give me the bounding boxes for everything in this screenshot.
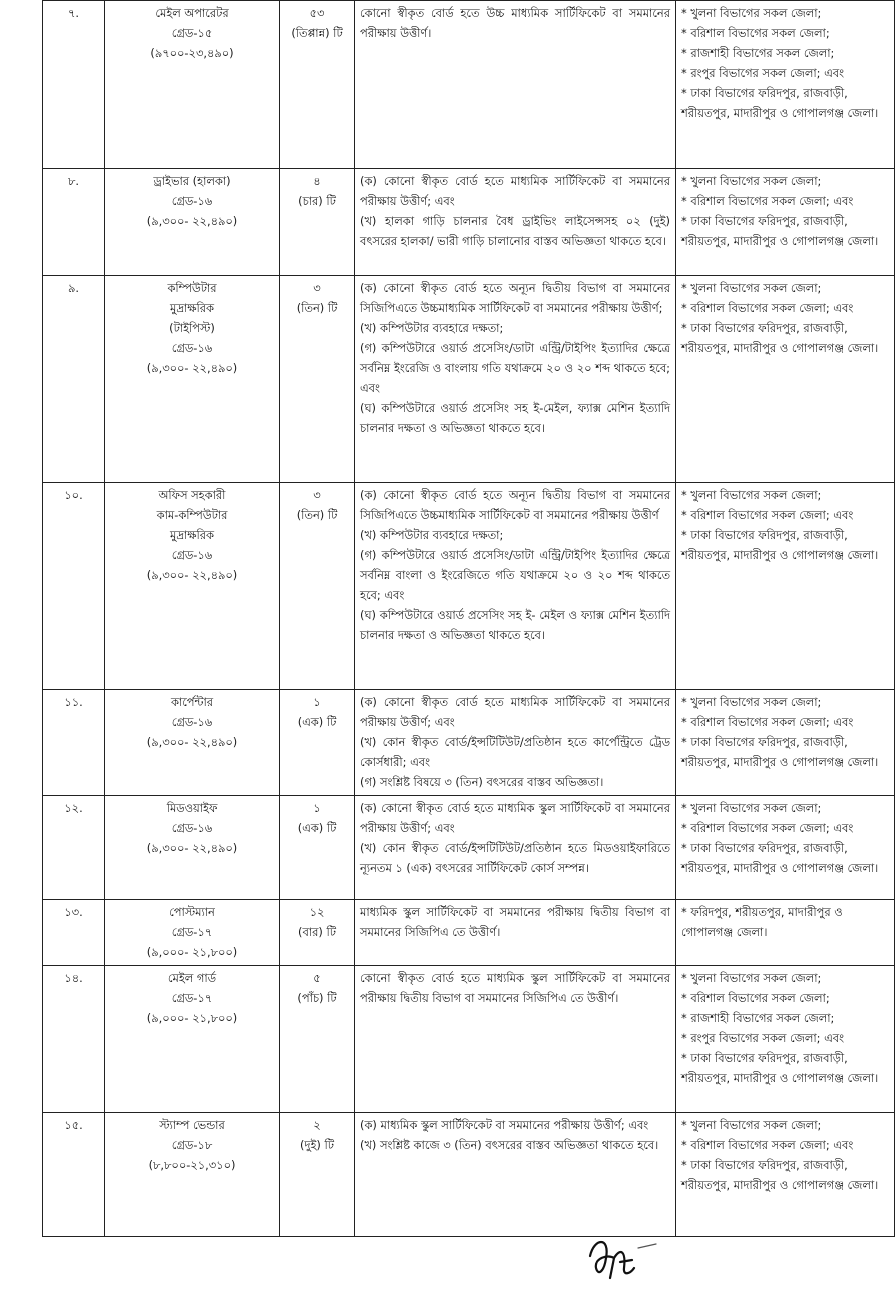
qualification-line: মাধ্যমিক স্কুল সার্টিফিকেট বা সমমানের পরীক্ষায় দ্বিতীয় বিভাগ বা সমমানের সিজিপিএ তে উত্তীর্ণ। — [360, 905, 670, 939]
applicable-area-line: * খুলনা বিভাগের সকল জেলা; — [681, 281, 822, 295]
post-count-line: ১২ — [309, 905, 325, 919]
table-row — [43, 900, 895, 966]
serial-number: ১৫. — [64, 1118, 83, 1132]
qualification-cell — [355, 1113, 676, 1237]
serial-number: ১৪. — [64, 971, 83, 985]
post-name-line: মিডওয়াইফ — [166, 801, 218, 815]
serial-cell — [43, 169, 105, 276]
table-row — [43, 1113, 895, 1237]
applicable-area-line: * ঢাকা বিভাগের ফরিদপুর, রাজবাড়ী, শরীয়তপুর, মাদারীপুর ও গোপালগঞ্জ জেলা। — [681, 1158, 879, 1192]
post-name-line: (৯,০০০- ২১,৮০০) — [146, 945, 238, 959]
post-name-line: পোস্টম্যান — [169, 905, 215, 919]
post-name-line: মেইল গার্ড — [167, 971, 217, 985]
post-count-cell — [280, 900, 355, 966]
qualification-line: (গ) সংশ্লিষ্ট বিষয়ে ৩ (তিন) বৎসরের বাস্তব অভিজ্ঞতা। — [360, 775, 604, 789]
applicable-area-line: * ঢাকা বিভাগের ফরিদপুর, রাজবাড়ী, শরীয়তপুর, মাদারীপুর ও গোপালগঞ্জ জেলা। — [681, 841, 879, 875]
applicable-area-cell — [676, 483, 895, 690]
post-name-line: মুদ্রাক্ষরিক — [170, 301, 214, 315]
table-row — [43, 1, 895, 169]
applicable-area-line: * খুলনা বিভাগের সকল জেলা; — [681, 971, 822, 985]
qualification-cell — [355, 796, 676, 900]
qualification-line: (ঘ) কম্পিউটারে ওয়ার্ড প্রসেসিং সহ ই- মেইল ও ফ্যাক্স মেশিন ইত্যাদি চালনার দক্ষতা ও অভিজ্ঞতা থাকতে হবে। — [360, 608, 670, 642]
qualification-line: (খ) কম্পিউটার ব্যবহারে দক্ষতা; — [360, 528, 504, 542]
posts-table — [42, 0, 895, 1237]
post-count-line: (বার) টি — [298, 925, 336, 939]
post-name-line: গ্রেড-১৮ — [171, 1138, 213, 1152]
serial-cell — [43, 900, 105, 966]
post-name-line: (৯,৩০০- ২২,৪৯০) — [146, 841, 238, 855]
post-name-line: কার্পেন্টার — [170, 695, 214, 709]
serial-cell — [43, 966, 105, 1113]
applicable-area-line: * বরিশাল বিভাগের সকল জেলা; এবং — [681, 821, 854, 835]
post-name-line: (৯,৩০০- ২২,৪৯০) — [146, 361, 238, 375]
applicable-area-line: * বরিশাল বিভাগের সকল জেলা; এবং — [681, 301, 854, 315]
post-count-cell — [280, 276, 355, 483]
qualification-cell — [355, 966, 676, 1113]
post-name-line: (৯৭০০-২৩,৪৯০) — [150, 46, 234, 60]
post-name-cell — [105, 966, 280, 1113]
serial-number: ৯. — [67, 281, 79, 295]
post-count-line: (তিন) টি — [296, 508, 338, 522]
table-row — [43, 483, 895, 690]
serial-cell — [43, 1, 105, 169]
qualification-line: কোনো স্বীকৃত বোর্ড হতে মাধ্যমিক স্কুল সার্টিফিকেট বা সমমানের পরীক্ষায় দ্বিতীয় বিভাগ বা সমমানের সিজিপিএ তে উত্তীর্ণ। — [360, 971, 670, 1005]
table-row — [43, 796, 895, 900]
post-count-line: ৩ — [313, 488, 321, 502]
qualification-line: (ক) কোনো স্বীকৃত বোর্ড হতে মাধ্যমিক স্কুল সার্টিফিকেট বা সমমানের পরীক্ষায় উত্তীর্ণ; এবং — [360, 801, 670, 835]
post-name-line: কাম-কম্পিউটার — [156, 508, 228, 522]
post-count-line: (তিন) টি — [296, 301, 338, 315]
applicable-area-cell — [676, 900, 895, 966]
post-name-line: গ্রেড-১৬ — [171, 341, 213, 355]
post-name-line: গ্রেড-১৬ — [171, 821, 213, 835]
applicable-area-line: * খুলনা বিভাগের সকল জেলা; — [681, 6, 822, 20]
applicable-area-line: * ঢাকা বিভাগের ফরিদপুর, রাজবাড়ী, শরীয়তপুর, মাদারীপুর ও গোপালগঞ্জ জেলা। — [681, 1051, 879, 1085]
serial-number: ৭. — [67, 6, 80, 20]
post-count-line: ২ — [313, 1118, 321, 1132]
applicable-area-cell — [676, 690, 895, 796]
qualification-cell — [355, 169, 676, 276]
qualification-line: (খ) কম্পিউটার ব্যবহারে দক্ষতা; — [360, 321, 504, 335]
serial-number: ১৩. — [64, 905, 83, 919]
post-count-line: (এক) টি — [297, 715, 337, 729]
post-count-line: ৪ — [313, 174, 321, 188]
post-count-line: (তিপ্পান্ন) টি — [291, 26, 343, 40]
qualification-line: (গ) কম্পিউটারে ওয়ার্ড প্রসেসিং/ডাটা এন্ট্রি/টাইপিং ইত্যাদির ক্ষেত্রে সর্বনিম্ন ইংরেজি ও বাংলায় গতি যথাক্রমে ২০ ও ২০ শব্দ থাকতে হবে; এবং — [360, 341, 670, 395]
post-name-cell — [105, 690, 280, 796]
post-count-line: ১ — [313, 801, 321, 815]
table-row — [43, 169, 895, 276]
qualification-line: (ক) কোনো স্বীকৃত বোর্ড হতে অন্যূন দ্বিতীয় বিভাগ বা সমমানের সিজিপিএতে উচ্চমাধ্যমিক সার্টিফিকেট বা সমমানের পরীক্ষায় উত্তীর্ণ; — [360, 281, 670, 315]
serial-number: ৮. — [67, 174, 79, 188]
post-name-line: গ্রেড-১৭ — [171, 925, 213, 939]
post-count-line: ৫৩ — [309, 6, 325, 20]
post-name-cell — [105, 1113, 280, 1237]
serial-cell — [43, 796, 105, 900]
post-count-line: ৫ — [313, 971, 321, 985]
post-name-line: গ্রেড-১৬ — [171, 548, 213, 562]
table-row — [43, 690, 895, 796]
post-count-line: ৩ — [313, 281, 321, 295]
qualification-line: (ক) কোনো স্বীকৃত বোর্ড হতে মাধ্যমিক সার্টিফিকেট বা সমমানের পরীক্ষায় উত্তীর্ণ; এবং — [360, 174, 670, 208]
applicable-area-cell — [676, 1113, 895, 1237]
post-count-line: (এক) টি — [297, 821, 337, 835]
applicable-area-cell — [676, 796, 895, 900]
post-count-cell — [280, 169, 355, 276]
qualification-line: (খ) সংশ্লিষ্ট কাজে ৩ (তিন) বৎসরের বাস্তব অভিজ্ঞতা থাকতে হবে। — [360, 1138, 659, 1152]
applicable-area-line: * খুলনা বিভাগের সকল জেলা; — [681, 695, 822, 709]
post-name-line: (৯,০০০- ২১,৮০০) — [146, 1011, 238, 1025]
qualification-line: (গ) কম্পিউটারে ওয়ার্ড প্রসেসিং/ডাটা এন্ট্রি/টাইপিং ইত্যাদির ক্ষেত্রে সর্বনিম্ন বাংলা ও ইংরেজিতে গতি যথাক্রমে ২০ ও ২০ শব্দ থাকতে হবে; এবং — [360, 548, 670, 602]
post-name-cell — [105, 1, 280, 169]
qualification-cell — [355, 276, 676, 483]
qualification-line: (খ) কোন স্বীকৃত বোর্ড/ইন্সটিটিউট/প্রতিষ্ঠান হতে কার্পেন্ট্রিতে ট্রেড কোর্সধারী; এবং — [360, 735, 670, 769]
qualification-cell — [355, 1, 676, 169]
post-count-cell — [280, 1113, 355, 1237]
qualification-line: (ঘ) কম্পিউটারে ওয়ার্ড প্রসেসিং সহ ই-মেইল, ফ্যাক্স মেশিন ইত্যাদি চালনার দক্ষতা ও অভিজ্ঞতা থাকতে হবে। — [360, 401, 670, 435]
applicable-area-line: * বরিশাল বিভাগের সকল জেলা; এবং — [681, 508, 854, 522]
post-name-cell — [105, 169, 280, 276]
applicable-area-line: * ফরিদপুর, শরীয়তপুর, মাদারীপুর ও গোপালগঞ্জ জেলা। — [681, 905, 843, 939]
qualification-cell — [355, 690, 676, 796]
post-name-line: (টাইপিস্ট) — [169, 321, 215, 335]
qualification-cell — [355, 900, 676, 966]
post-name-line: (৯,৩০০- ২২,৪৯০) — [146, 214, 238, 228]
post-name-line: গ্রেড-১৬ — [171, 194, 213, 208]
post-name-line: মুদ্রাক্ষরিক — [170, 528, 214, 542]
post-name-line: ড্রাইভার (হালকা) — [153, 174, 231, 188]
serial-cell — [43, 483, 105, 690]
serial-cell — [43, 690, 105, 796]
serial-number: ১২. — [64, 801, 83, 815]
serial-number: ১১. — [64, 695, 83, 709]
applicable-area-line: * বরিশাল বিভাগের সকল জেলা; এবং — [681, 715, 854, 729]
qualification-cell — [355, 483, 676, 690]
post-name-cell — [105, 796, 280, 900]
table-row — [43, 966, 895, 1113]
post-count-cell — [280, 690, 355, 796]
applicable-area-line: * রংপুর বিভাগের সকল জেলা; এবং — [681, 1031, 844, 1045]
serial-cell — [43, 1113, 105, 1237]
applicable-area-line: * বরিশাল বিভাগের সকল জেলা; — [681, 991, 830, 1005]
applicable-area-line: * রাজশাহী বিভাগের সকল জেলা; — [681, 46, 835, 60]
serial-number: ১০. — [64, 488, 83, 502]
qualification-line: (ক) কোনো স্বীকৃত বোর্ড হতে অন্যূন দ্বিতীয় বিভাগ বা সমমানের সিজিপিএতে উচ্চমাধ্যমিক সার্টিফিকেট বা সমমানের পরীক্ষায় উত্তীর্ণ — [360, 488, 670, 522]
post-count-line: (পাঁচ) টি — [297, 991, 337, 1005]
post-name-line: স্ট্যাম্প ভেন্ডার — [159, 1118, 225, 1132]
qualification-line: (খ) হালকা গাড়ি চালনার বৈধ ড্রাইভিং লাইসেন্সসহ ০২ (দুই) বৎসরের হালকা/ ভারী গাড়ি চালানোর বাস্তব অভিজ্ঞতা থাকতে হবে। — [360, 214, 670, 248]
applicable-area-line: * ঢাকা বিভাগের ফরিদপুর, রাজবাড়ী, শরীয়তপুর, মাদারীপুর ও গোপালগঞ্জ জেলা। — [681, 214, 879, 248]
post-name-line: (৯,৩০০- ২২,৪৯০) — [146, 735, 238, 749]
applicable-area-line: * বরিশাল বিভাগের সকল জেলা; এবং — [681, 194, 854, 208]
post-count-cell — [280, 796, 355, 900]
applicable-area-line: * খুলনা বিভাগের সকল জেলা; — [681, 1118, 822, 1132]
qualification-line: (খ) কোন স্বীকৃত বোর্ড/ইন্সটিটিউট/প্রতিষ্ঠান হতে মিডওয়াইফারিতে ন্যূনতম ১ (এক) বৎসরের সার্টিফিকেট কোর্স সম্পন্ন। — [360, 841, 670, 875]
applicable-area-line: * ঢাকা বিভাগের ফরিদপুর, রাজবাড়ী, শরীয়তপুর, মাদারীপুর ও গোপালগঞ্জ জেলা। — [681, 86, 879, 120]
post-name-line: গ্রেড-১৬ — [171, 715, 213, 729]
post-count-line: (দুই) টি — [300, 1138, 334, 1152]
applicable-area-line: * ঢাকা বিভাগের ফরিদপুর, রাজবাড়ী, শরীয়তপুর, মাদারীপুর ও গোপালগঞ্জ জেলা। — [681, 735, 879, 769]
qualification-line: (ক) মাধ্যমিক স্কুল সার্টিফিকেট বা সমমানের পরীক্ষায় উত্তীর্ণ; এবং — [360, 1118, 649, 1132]
post-name-line: গ্রেড-১৭ — [171, 991, 213, 1005]
post-count-cell — [280, 1, 355, 169]
post-count-cell — [280, 483, 355, 690]
post-count-line: (চার) টি — [298, 194, 336, 208]
post-name-line: মেইল অপারেটর — [155, 6, 229, 20]
post-name-line: (৯,৩০০- ২২,৪৯০) — [146, 568, 238, 582]
posts-table-body — [43, 1, 895, 1237]
applicable-area-line: * ঢাকা বিভাগের ফরিদপুর, রাজবাড়ী, শরীয়তপুর, মাদারীপুর ও গোপালগঞ্জ জেলা। — [681, 528, 879, 562]
post-name-line: অফিস সহকারী — [158, 488, 226, 502]
qualification-line: (ক) কোনো স্বীকৃত বোর্ড হতে মাধ্যমিক সার্টিফিকেট বা সমমানের পরীক্ষায় উত্তীর্ণ; এবং — [360, 695, 670, 729]
post-name-cell — [105, 900, 280, 966]
table-row — [43, 276, 895, 483]
applicable-area-line: * বরিশাল বিভাগের সকল জেলা; এবং — [681, 1138, 854, 1152]
post-name-line: কম্পিউটার — [167, 281, 217, 295]
applicable-area-line: * ঢাকা বিভাগের ফরিদপুর, রাজবাড়ী, শরীয়তপুর, মাদারীপুর ও গোপালগঞ্জ জেলা। — [681, 321, 879, 355]
post-count-line: ১ — [313, 695, 321, 709]
applicable-area-line: * খুলনা বিভাগের সকল জেলা; — [681, 174, 822, 188]
applicable-area-line: * বরিশাল বিভাগের সকল জেলা; — [681, 26, 830, 40]
applicable-area-cell — [676, 276, 895, 483]
post-count-cell — [280, 966, 355, 1113]
qualification-line: কোনো স্বীকৃত বোর্ড হতে উচ্চ মাধ্যমিক সার্টিফিকেট বা সমমানের পরীক্ষায় উত্তীর্ণ। — [360, 6, 670, 40]
applicable-area-line: * রংপুর বিভাগের সকল জেলা; এবং — [681, 66, 844, 80]
post-name-cell — [105, 276, 280, 483]
applicable-area-cell — [676, 1, 895, 169]
post-name-line: গ্রেড-১৫ — [171, 26, 213, 40]
signature-mark — [580, 1228, 660, 1283]
post-name-cell — [105, 483, 280, 690]
applicable-area-line: * খুলনা বিভাগের সকল জেলা; — [681, 488, 822, 502]
applicable-area-line: * খুলনা বিভাগের সকল জেলা; — [681, 801, 822, 815]
applicable-area-line: * রাজশাহী বিভাগের সকল জেলা; — [681, 1011, 835, 1025]
applicable-area-cell — [676, 966, 895, 1113]
serial-cell — [43, 276, 105, 483]
applicable-area-cell — [676, 169, 895, 276]
post-name-line: (৮,৮০০-২১,৩১০) — [148, 1158, 236, 1172]
